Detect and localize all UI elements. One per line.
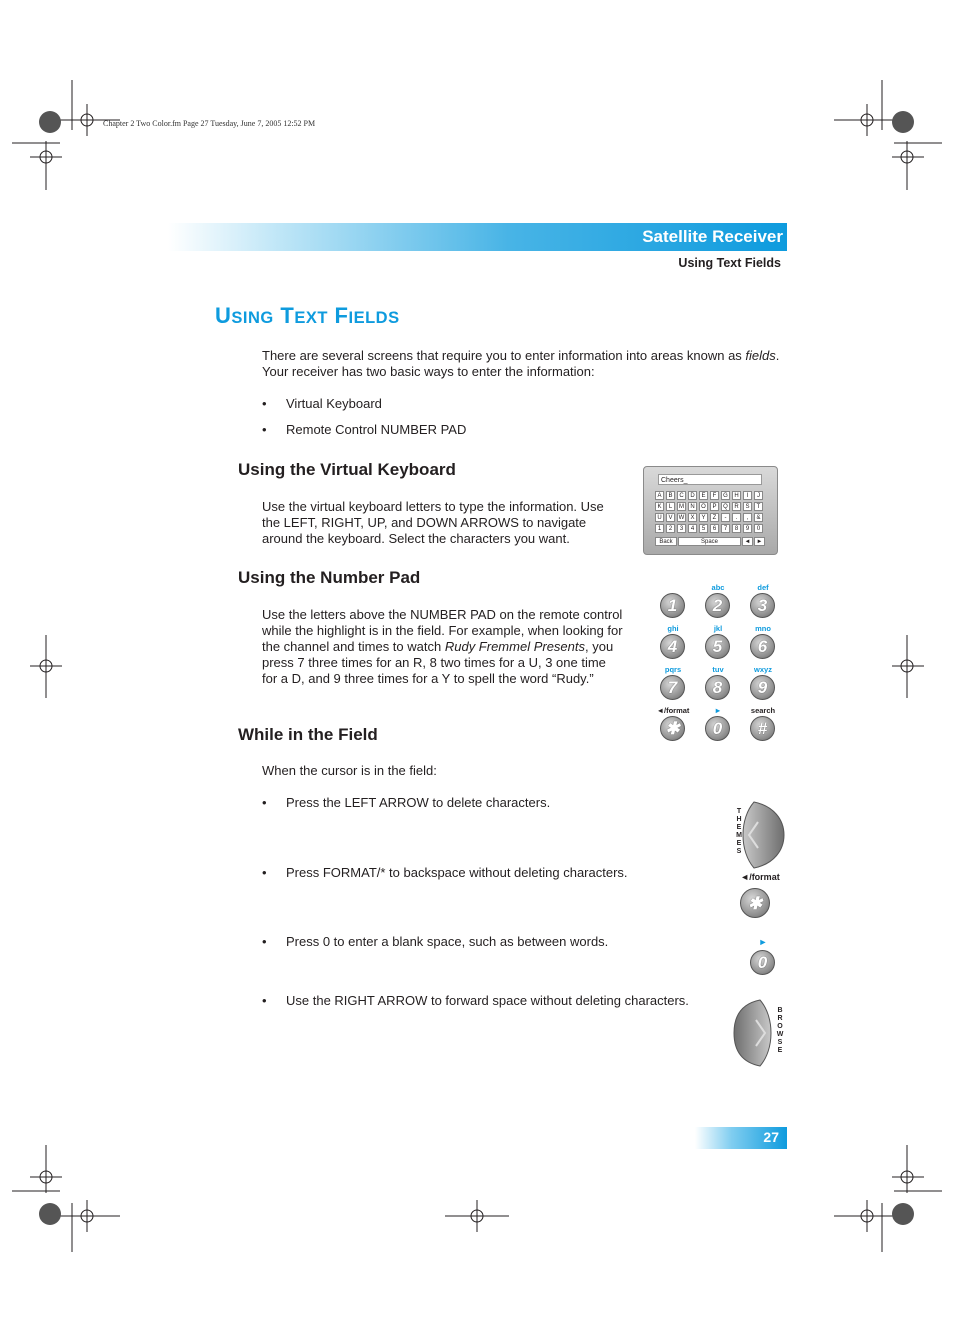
pad-key-9-icon: ✱: [660, 716, 685, 741]
keyboard-key: B: [666, 491, 675, 500]
list-item: • Remote Control NUMBER PAD: [262, 422, 467, 437]
list-item: • Use the RIGHT ARROW to forward space without deleting characters.: [262, 993, 689, 1008]
keyboard-key: 4: [688, 524, 697, 533]
pad-key-letters: def: [757, 583, 769, 592]
browse-right-arrow-image: [732, 998, 788, 1068]
virtual-keyboard-body: Use the virtual keyboard letters to type the information. Use the LEFT, RIGHT, UP, and DOWN ARROWS to navigate around the keyboard. Select the characters you want.: [262, 499, 604, 546]
vertical-letter: S: [736, 848, 742, 855]
keyboard-key: Y: [699, 513, 708, 522]
list-item: • Press the LEFT ARROW to delete characters.: [262, 795, 551, 810]
intro-paragraph: There are several screens that require you to enter information into areas known as fields. Your receiver has two basic ways to enter the information:: [262, 348, 780, 379]
vertical-letter: R: [777, 1015, 783, 1022]
keyboard-key: W: [678, 515, 685, 521]
vertical-letter: E: [736, 824, 742, 831]
keyboard-key: X: [688, 513, 697, 522]
page-title: USING TEXT FIELDS: [215, 303, 400, 328]
keyboard-key: 8: [732, 524, 741, 533]
pad-key-letters: ◄/format: [656, 706, 690, 715]
keyboard-key: M: [679, 504, 684, 510]
vertical-letter: E: [777, 1047, 783, 1054]
right-arrow-rocker-icon: [732, 998, 780, 1068]
vertical-letter: W: [776, 1031, 784, 1038]
keyboard-key: C: [677, 491, 686, 500]
keyboard-key: H: [732, 491, 741, 500]
keyboard-key: N: [688, 502, 697, 511]
themes-left-arrow-image: [734, 800, 786, 870]
keyboard-key: L: [666, 502, 675, 511]
pad-key-letters: pqrs: [664, 665, 682, 674]
themes-label: [734, 808, 744, 856]
in-field-intro: When the cursor is in the field:: [262, 763, 437, 778]
pad-key-letters: mno: [755, 624, 771, 633]
zero-key-icon: 0: [750, 950, 775, 975]
pad-key-2-icon: 3: [750, 593, 775, 618]
keyboard-key: 5: [699, 524, 708, 533]
pad-key-letters: jkl: [713, 624, 723, 633]
keyboard-key: A: [655, 491, 664, 500]
star-key-icon: ✱: [740, 888, 770, 918]
pad-key-10-icon: 0: [705, 716, 730, 741]
keyboard-key: T: [754, 502, 763, 511]
format-star-image: [730, 872, 790, 913]
keyboard-key: 9: [743, 524, 752, 533]
keyboard-key: 1: [655, 524, 664, 533]
keyboard-key: J: [754, 491, 763, 500]
section-heading-virtual-keyboard: Using the Virtual Keyboard: [238, 460, 456, 479]
pad-key-6-icon: 7: [660, 675, 685, 700]
pad-key-letters: ghi: [667, 624, 679, 633]
keyboard-key: 6: [710, 524, 719, 533]
keyboard-key: S: [743, 502, 752, 511]
pad-key-letters: tuv: [712, 665, 724, 674]
page-number: 27: [763, 1129, 779, 1145]
browse-label: [775, 1007, 785, 1055]
keyboard-key: F: [710, 491, 719, 500]
section-heading-in-field: While in the Field: [238, 725, 378, 744]
pad-key-letters: wxyz: [754, 665, 772, 674]
vertical-letter: E: [736, 840, 742, 847]
keyboard-key: I: [743, 491, 752, 500]
header-title: Satellite Receiver: [642, 227, 783, 246]
list-item: • Press FORMAT/* to backspace without deleting characters.: [262, 865, 628, 880]
pad-key-letters: abc: [711, 583, 725, 592]
vertical-letter: B: [777, 1007, 783, 1014]
list-item: • Press 0 to enter a blank space, such as between words.: [262, 934, 609, 949]
right-arrow-icon: ►: [758, 937, 768, 947]
keyboard-key: 7: [721, 524, 730, 533]
keyboard-back-key: Back: [655, 537, 677, 546]
keyboard-key: O: [699, 502, 708, 511]
page-number-tab: [695, 1127, 787, 1149]
list-item: • Virtual Keyboard: [262, 396, 382, 411]
pad-key-letters: search: [750, 706, 776, 715]
keyboard-key: 2: [666, 524, 675, 533]
header-banner: [168, 223, 787, 251]
keyboard-key: &: [754, 513, 763, 522]
vertical-letter: T: [736, 808, 742, 815]
format-label: ◄/format: [740, 872, 780, 882]
keyboard-key: V: [666, 513, 675, 522]
vertical-letter: O: [777, 1023, 783, 1030]
number-pad-body: Use the letters above the NUMBER PAD on the remote control while the highlight is in the field. For example, when looking for the channel and times to watch Rudy Fremmel Presents, you press 7 three times for an R, 8 two times for a U, 3 one time for a D, and 9 three times for a Y to spell the word “Rudy.”: [262, 607, 623, 686]
keyboard-key: U: [655, 513, 664, 522]
number-pad-image: [650, 580, 790, 745]
header-subtitle: Using Text Fields: [678, 256, 781, 270]
keyboard-right-arrow-icon: ►: [754, 537, 765, 546]
keyboard-key: Z: [710, 513, 719, 522]
virtual-keyboard-image: [643, 466, 778, 555]
keyboard-key: G: [721, 491, 730, 500]
keyboard-key: ,: [743, 513, 752, 522]
pad-key-0-icon: 1: [660, 593, 685, 618]
keyboard-text-field: Cheers_: [658, 474, 762, 485]
keyboard-space-key: Space: [678, 537, 741, 546]
keyboard-key: E: [699, 491, 708, 500]
pad-key-7-icon: 8: [705, 675, 730, 700]
vertical-letter: S: [777, 1039, 783, 1046]
pad-key-5-icon: 6: [750, 634, 775, 659]
keyboard-key: P: [710, 502, 719, 511]
pad-key-4-icon: 5: [705, 634, 730, 659]
keyboard-key: .: [732, 513, 741, 522]
file-info: Chapter 2 Two Color.fm Page 27 Tuesday, June 7, 2005 12:52 PM: [103, 119, 316, 128]
keyboard-key: D: [688, 491, 697, 500]
pad-key-letters: ►: [714, 706, 722, 715]
section-heading-number-pad: Using the Number Pad: [238, 568, 421, 587]
vertical-letter: M: [736, 832, 742, 839]
pad-key-8-icon: 9: [750, 675, 775, 700]
keyboard-key: 3: [677, 524, 686, 533]
pad-key-1-icon: 2: [705, 593, 730, 618]
zero-key-image: [748, 937, 778, 972]
keyboard-key: 0: [754, 524, 763, 533]
keyboard-key: K: [655, 502, 664, 511]
keyboard-key: -: [721, 513, 730, 522]
keyboard-key: R: [732, 502, 741, 511]
vertical-letter: H: [736, 816, 742, 823]
pad-key-11-icon: #: [750, 716, 775, 741]
keyboard-key: Q: [721, 502, 730, 511]
pad-key-3-icon: 4: [660, 634, 685, 659]
keyboard-left-arrow-icon: ◄: [742, 537, 753, 546]
